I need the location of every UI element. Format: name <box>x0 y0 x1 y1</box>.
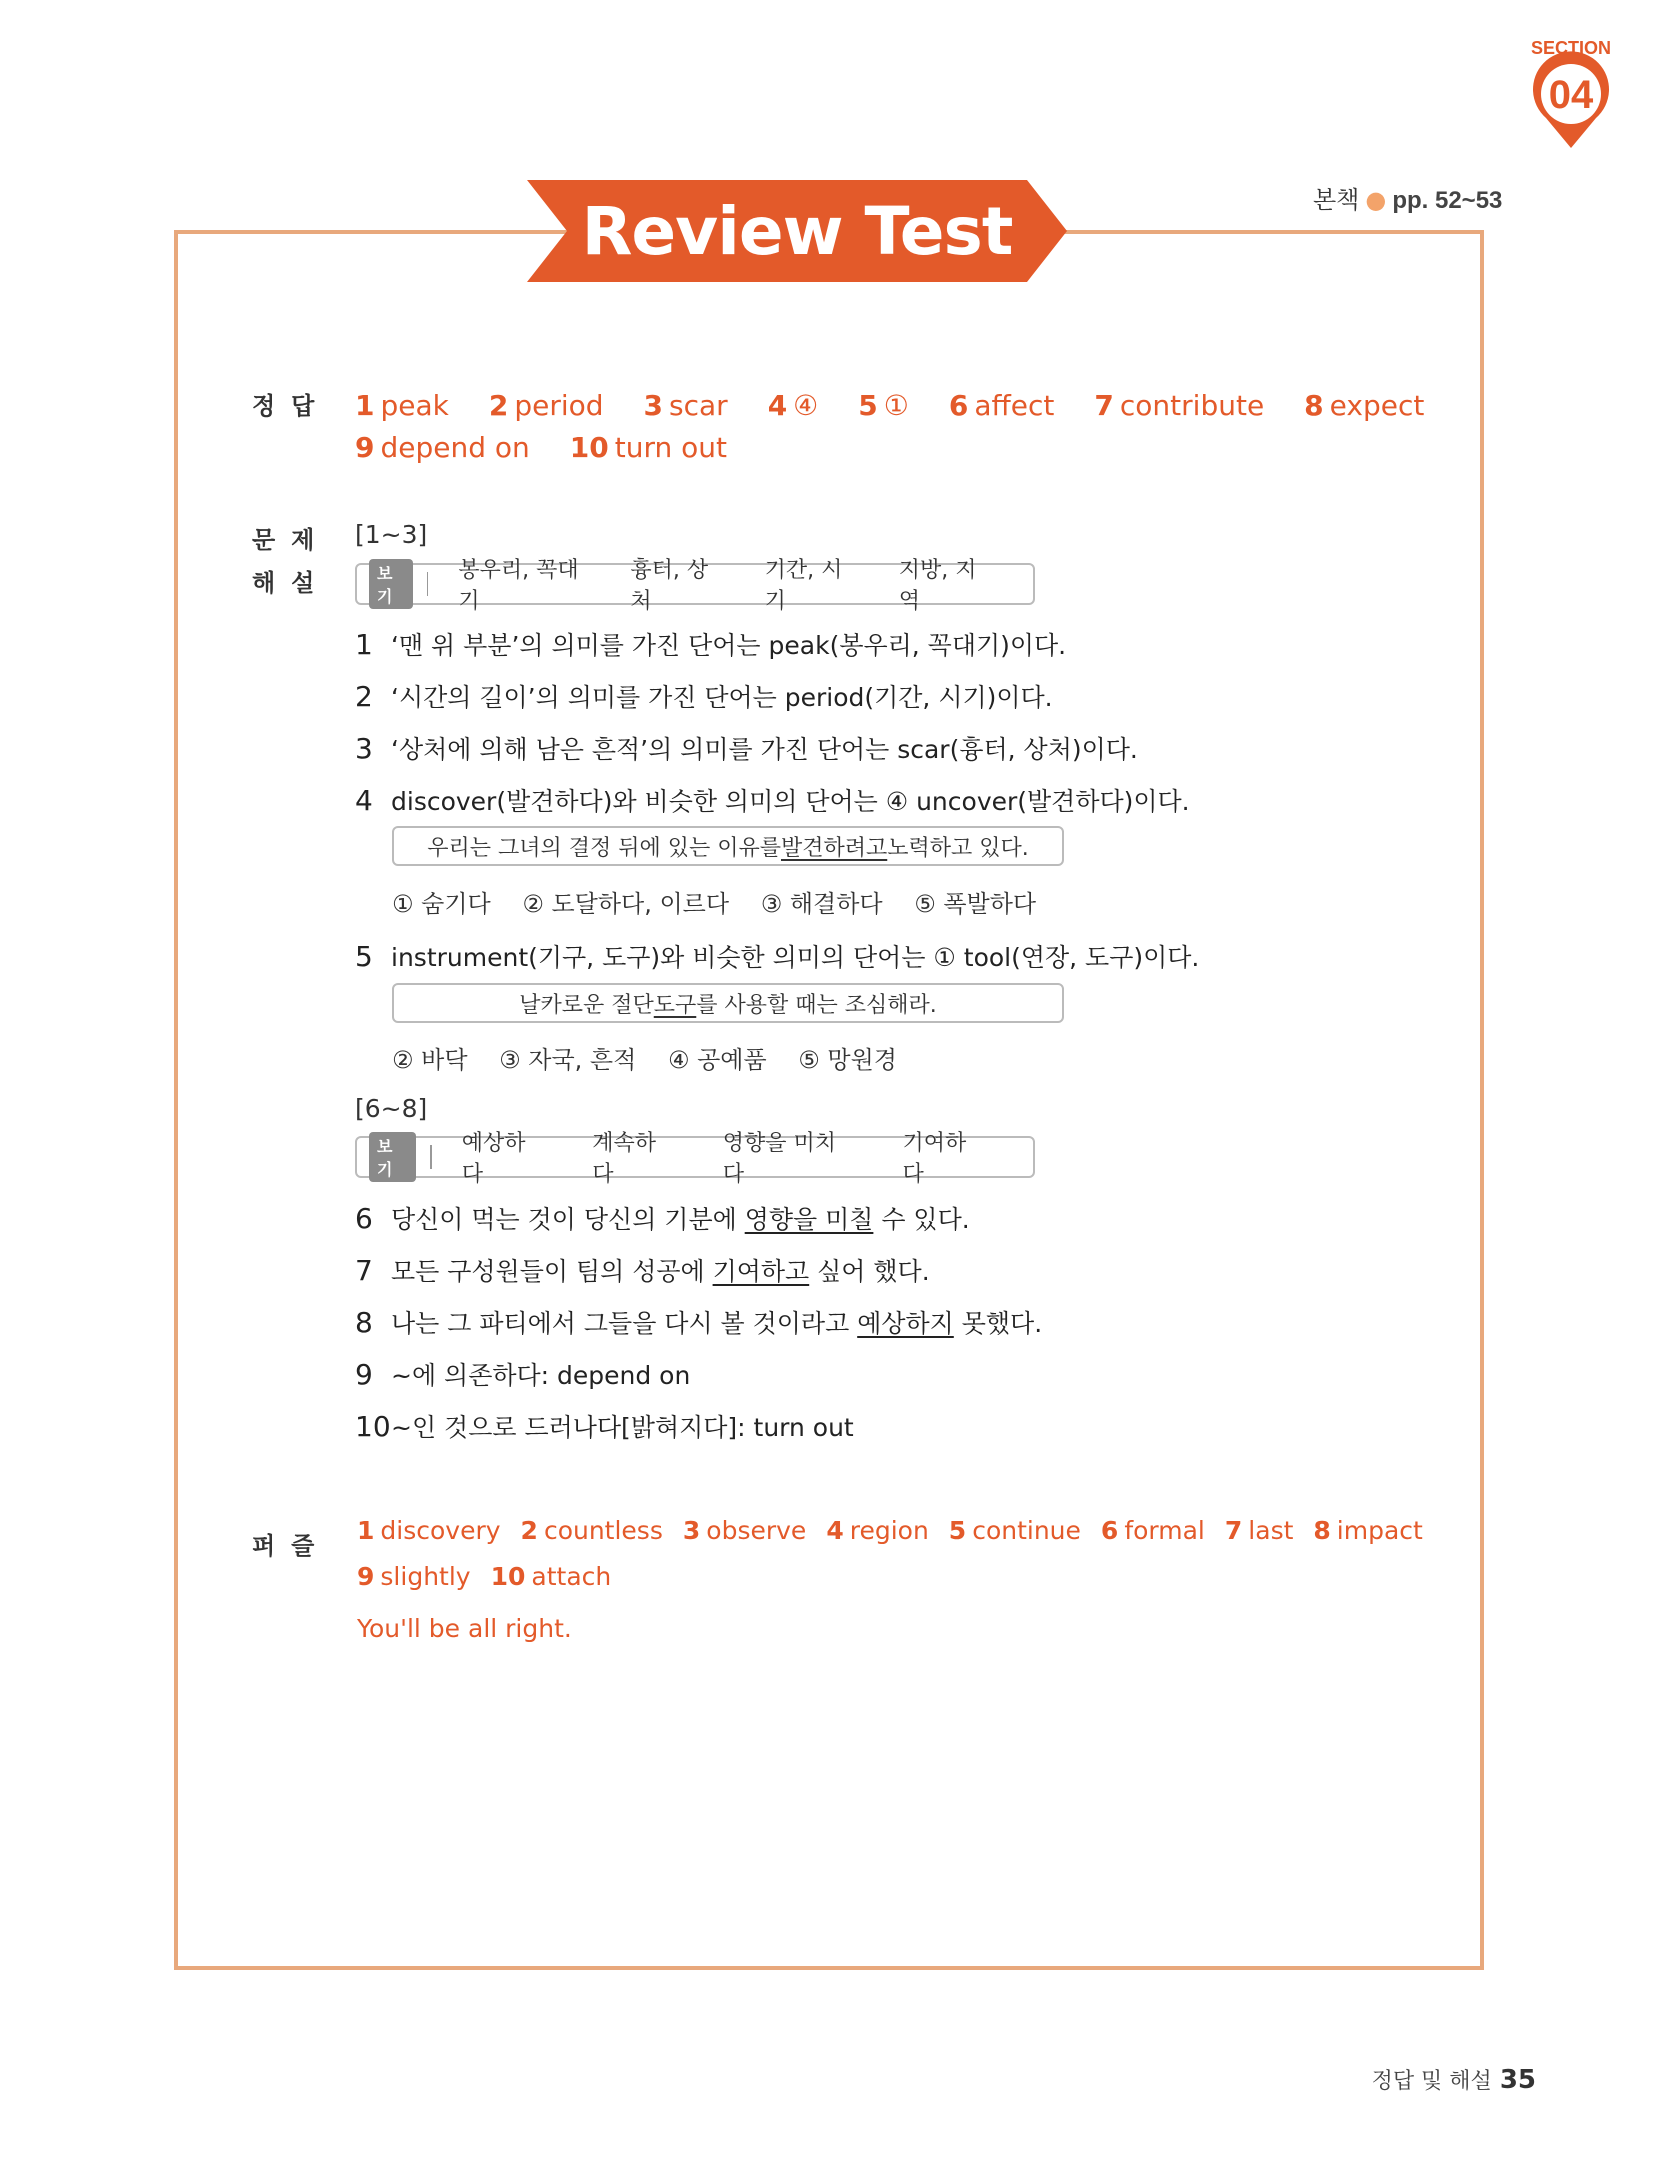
item-number: 10 <box>490 1562 526 1591</box>
item-text: ‘시간의 길이’의 의미를 가진 단어는 period(기간, 시기)이다. <box>391 683 1053 712</box>
answer-item <box>858 385 909 427</box>
sentence-text: 날카로운 절단 <box>519 992 654 1018</box>
underlined-word: 도구 <box>653 992 697 1018</box>
answer-row <box>355 427 1405 469</box>
answer-item <box>1094 385 1264 427</box>
item-value: expect <box>1329 389 1425 422</box>
item-text: instrument(기구, 도구)와 비슷한 의미의 단어는 ① tool(연장, 도구)이다. <box>391 943 1200 972</box>
item-value: countless <box>543 1516 663 1545</box>
puzzle-item <box>357 1508 501 1554</box>
answer-row <box>355 385 1425 427</box>
explanation-item <box>355 678 1053 714</box>
explanation-item <box>355 1408 854 1444</box>
sentence-text: 를 사용할 때는 조심해라. <box>696 992 937 1018</box>
example-sentence-box <box>392 826 1064 866</box>
item-value: observe <box>706 1516 807 1545</box>
choice: ③ 자국, 흔적 <box>499 1046 637 1074</box>
item-text: ~에 의존하다: depend on <box>391 1361 691 1390</box>
item-number: 5 <box>858 389 878 422</box>
example-box <box>355 1131 1035 1187</box>
answer-list <box>355 385 1425 469</box>
item-text: 모든 구성원들이 팀의 성공에 <box>391 1257 713 1286</box>
puzzle-item <box>826 1508 928 1554</box>
example-box <box>355 558 1035 614</box>
item-number: 2 <box>355 680 373 713</box>
puzzle-item <box>521 1508 663 1554</box>
item-value: ① <box>883 389 909 422</box>
example-word: 봉우리, 꼭대기 <box>458 558 579 614</box>
item-text: 나는 그 파티에서 그들을 다시 볼 것이라고 <box>391 1309 858 1338</box>
item-value: slightly <box>380 1562 471 1591</box>
item-number: 9 <box>355 1358 373 1391</box>
underlined-word: 영향을 미칠 <box>744 1205 874 1234</box>
puzzle-row <box>357 1554 1443 1600</box>
answer-item <box>355 385 449 427</box>
example-word: 기여하다 <box>902 1131 967 1187</box>
explanation-item <box>355 1252 930 1288</box>
item-value: scar <box>669 389 728 422</box>
item-value: continue <box>972 1516 1081 1545</box>
item-number: 3 <box>643 389 664 422</box>
puzzle-answers <box>357 1508 1443 1652</box>
item-value: turn out <box>614 431 727 464</box>
divider <box>430 1145 432 1169</box>
item-text: 수 있다. <box>873 1205 970 1234</box>
item-text: discover(발견하다)와 비슷한 의미의 단어는 ④ uncover(발견하다)이다. <box>391 787 1190 816</box>
item-number: 8 <box>1313 1516 1331 1545</box>
item-value: ④ <box>793 389 819 422</box>
choice-list <box>392 884 1060 919</box>
divider <box>427 572 429 596</box>
page-number: 35 <box>1499 2065 1536 2095</box>
example-word: 영향을 미치다 <box>722 1131 837 1187</box>
item-value: discovery <box>380 1516 501 1545</box>
item-value: region <box>849 1516 929 1545</box>
explanation-item <box>355 782 1190 818</box>
item-value: formal <box>1124 1516 1205 1545</box>
page-title: Review Test <box>581 192 1013 270</box>
choice: ② 도달하다, 이르다 <box>522 890 730 918</box>
puzzle-item <box>683 1508 806 1554</box>
sentence-text: 우리는 그녀의 결정 뒤에 있는 이유를 <box>427 835 781 861</box>
puzzle-item <box>1313 1508 1422 1554</box>
item-value: attach <box>531 1562 612 1591</box>
explanation-label-1: 문제 <box>252 526 331 554</box>
answer-item <box>644 385 728 427</box>
item-number: 4 <box>826 1516 844 1545</box>
example-tag: 보기 <box>369 1132 416 1182</box>
item-text: 싶어 했다. <box>809 1257 930 1286</box>
example-word: 기간, 시기 <box>764 558 843 614</box>
item-text: 못했다. <box>953 1309 1043 1338</box>
item-number: 5 <box>948 1516 967 1545</box>
explanation-label-2: 해설 <box>252 569 331 597</box>
item-number: 10 <box>569 431 609 464</box>
underlined-word: 예상하지 <box>857 1309 954 1338</box>
puzzle-item <box>949 1508 1081 1554</box>
puzzle-item <box>357 1554 471 1600</box>
section-badge <box>1516 36 1626 166</box>
puzzle-item <box>1101 1508 1205 1554</box>
item-number: 1 <box>355 628 373 661</box>
item-number: 2 <box>488 389 509 422</box>
explanation-item <box>355 1200 970 1236</box>
section-number: 04 <box>1548 73 1594 117</box>
item-value: last <box>1248 1516 1294 1545</box>
item-number: 8 <box>355 1306 373 1339</box>
book-label: 본책 <box>1313 186 1360 214</box>
example-word: 예상하다 <box>461 1131 526 1187</box>
item-number: 2 <box>520 1516 538 1545</box>
item-number: 9 <box>355 431 375 464</box>
item-value: period <box>514 389 604 422</box>
item-number: 1 <box>357 1516 375 1545</box>
explanation-item <box>355 626 1066 662</box>
page-footer <box>1372 2064 1536 2095</box>
puzzle-item <box>491 1554 612 1600</box>
location-pin-icon <box>1516 36 1626 166</box>
answer-item <box>768 385 819 427</box>
underlined-word: 기여하고 <box>712 1257 810 1286</box>
item-number: 3 <box>355 732 373 765</box>
bullet-icon: ● <box>1365 186 1387 214</box>
footer-text: 정답 및 해설 <box>1371 2069 1492 2094</box>
choice: ① 숨기다 <box>392 890 491 918</box>
page-reference <box>1313 180 1502 215</box>
puzzle-item <box>1225 1508 1294 1554</box>
choice: ⑤ 폭발하다 <box>914 890 1037 918</box>
item-number: 6 <box>948 389 969 422</box>
choice: ④ 공예품 <box>667 1046 767 1074</box>
example-word: 흉터, 상처 <box>630 558 709 614</box>
example-tag: 보기 <box>369 559 413 609</box>
puzzle-row <box>357 1508 1443 1554</box>
section-label: SECTION <box>1530 38 1612 58</box>
explanation-item <box>355 1304 1042 1340</box>
answer-item <box>570 427 727 469</box>
puzzle-message: You'll be all right. <box>357 1614 572 1643</box>
explanation-item <box>355 730 1138 766</box>
sentence-text: 노력하고 있다. <box>887 835 1029 861</box>
explanation-item <box>355 938 1199 974</box>
item-number: 7 <box>355 1254 373 1287</box>
underlined-word: 발견하려고 <box>780 835 888 861</box>
answer-item <box>489 385 604 427</box>
choice: ③ 해결하다 <box>760 890 883 918</box>
choice-list <box>392 1040 921 1075</box>
item-value: impact <box>1336 1516 1423 1545</box>
answers-label: 정답 <box>252 392 331 420</box>
item-number: 7 <box>1094 389 1114 422</box>
answer-item <box>1304 385 1424 427</box>
item-number: 5 <box>355 940 373 973</box>
example-word: 계속하다 <box>592 1131 656 1187</box>
example-sentence-box <box>392 983 1064 1023</box>
item-value: affect <box>974 389 1055 422</box>
item-number: 10 <box>355 1410 391 1443</box>
range-heading: [1~3] <box>355 520 428 549</box>
answer-item <box>355 427 530 469</box>
item-text: ‘맨 위 부분’의 의미를 가진 단어는 peak(봉우리, 꼭대기)이다. <box>391 631 1067 660</box>
item-number: 6 <box>1100 1516 1119 1545</box>
item-number: 1 <box>355 389 375 422</box>
item-text: ~인 것으로 드러나다[밝혀지다]: turn out <box>391 1413 854 1442</box>
item-number: 4 <box>355 784 373 817</box>
item-value: contribute <box>1119 389 1265 422</box>
item-number: 4 <box>767 389 788 422</box>
item-value: depend on <box>380 431 530 464</box>
example-word: 지방, 지역 <box>898 558 977 614</box>
puzzle-label: 퍼즐 <box>252 1532 331 1560</box>
explanation-item <box>355 1356 690 1392</box>
item-number: 6 <box>355 1202 373 1235</box>
item-number: 3 <box>682 1516 701 1545</box>
choice: ⑤ 망원경 <box>798 1046 897 1074</box>
choice: ② 바닥 <box>392 1046 468 1074</box>
item-number: 9 <box>357 1562 375 1591</box>
item-number: 7 <box>1224 1516 1243 1545</box>
item-text: ‘상처에 의해 남은 흔적’의 의미를 가진 단어는 scar(흉터, 상처)이다. <box>391 735 1138 764</box>
item-number: 8 <box>1304 389 1324 422</box>
item-value: peak <box>380 389 449 422</box>
range-heading: [6~8] <box>355 1094 428 1123</box>
page-range: pp. 52~53 <box>1392 187 1503 214</box>
answer-item <box>949 385 1055 427</box>
item-text: 당신이 먹는 것이 당신의 기분에 <box>391 1205 745 1234</box>
